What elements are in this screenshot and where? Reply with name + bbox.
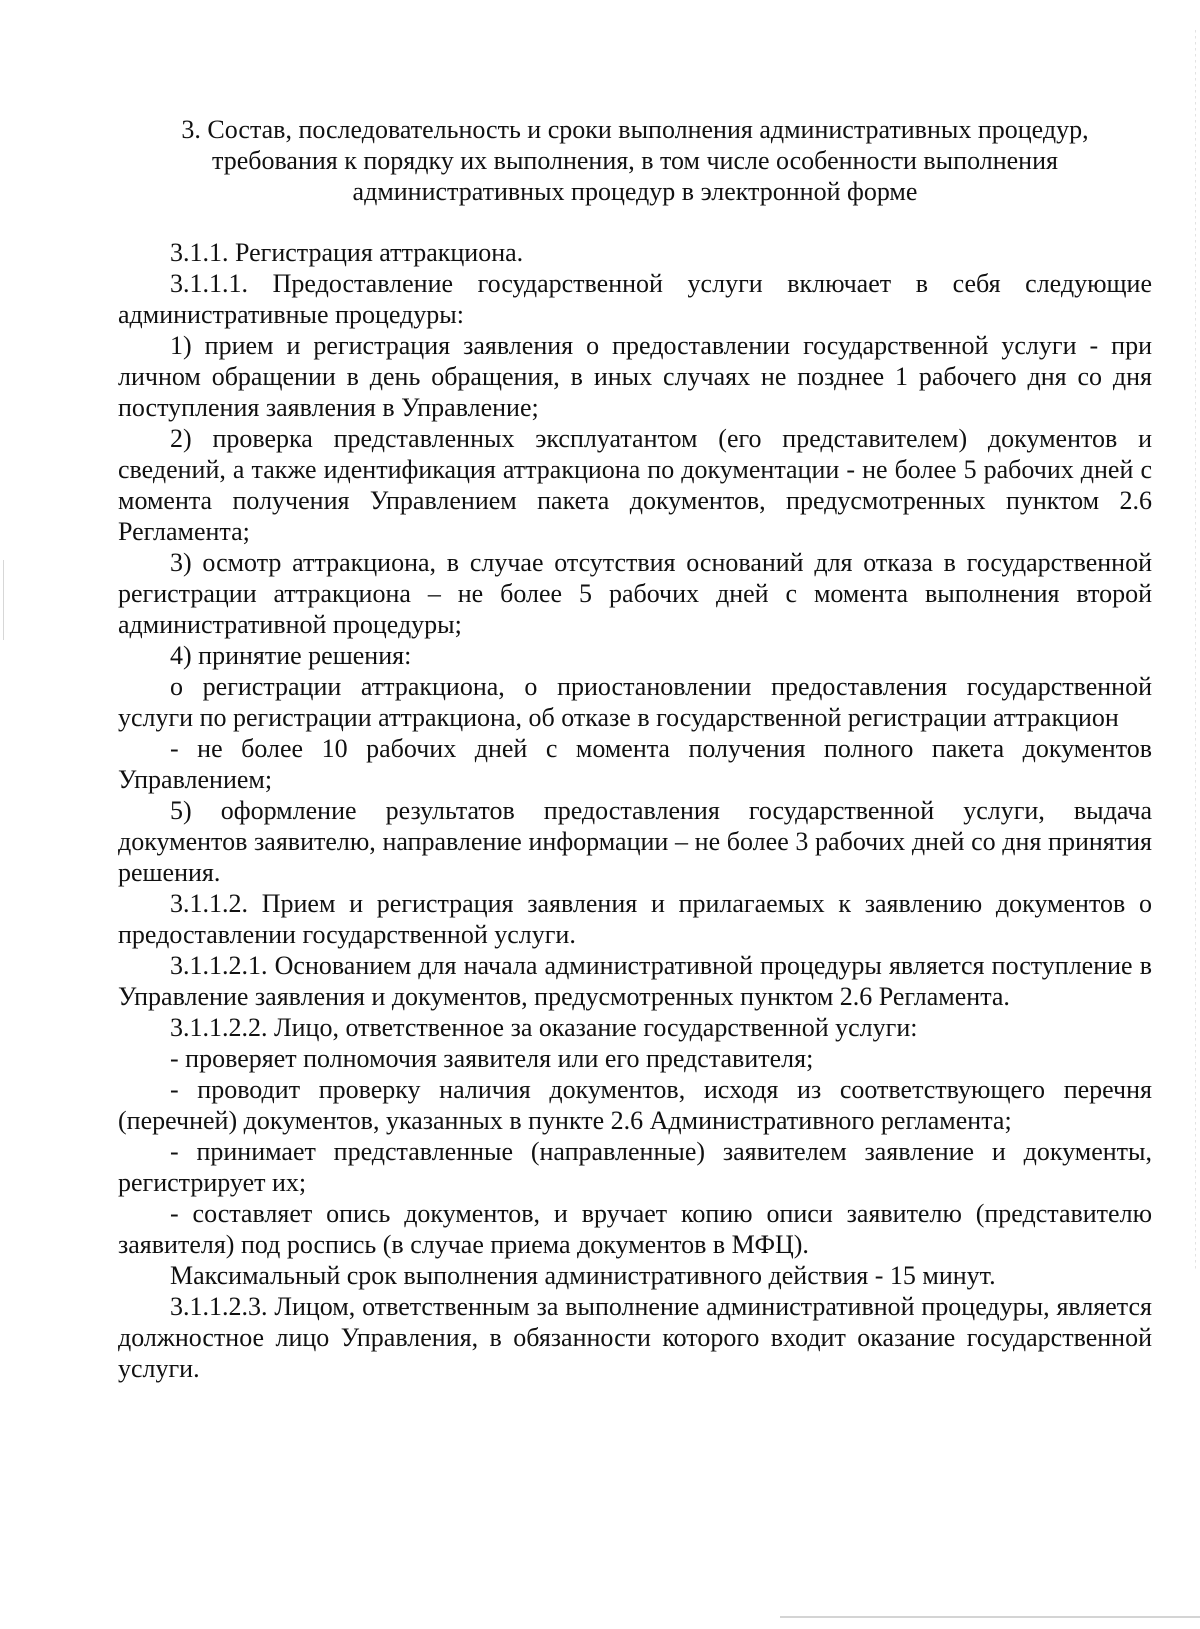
section-heading-line: требования к порядку их выполнения, в том числе особенности выполнения xyxy=(212,146,1058,175)
bullet-item: - проводит проверку наличия документов, исходя из соответствующего перечня (перечней) документов, указанных в пункте 2.6 Административного регламента; xyxy=(118,1075,1152,1135)
paragraph: 3.1.1.1. Предоставление государственной услуги включает в себя следующие административные процедуры: xyxy=(118,269,1152,329)
paragraph: - не более 10 рабочих дней с момента получения полного пакета документов Управлением; xyxy=(118,734,1152,794)
list-item: 3) осмотр аттракциона, в случае отсутствия оснований для отказа в государственной регистрации аттракциона – не более 5 рабочих дней с момента выполнения второй административной процедуры; xyxy=(118,548,1152,639)
paragraph: 3.1.1.2. Прием и регистрация заявления и прилагаемых к заявлению документов о предоставлении государственной услуги. xyxy=(118,889,1152,949)
paragraph: 3.1.1.2.1. Основанием для начала административной процедуры является поступление в Управление заявления и документов, предусмотренных пунктом 2.6 Регламента. xyxy=(118,951,1152,1011)
section-heading xyxy=(118,114,1152,207)
section-heading-line: 3. Состав, последовательность и сроки выполнения административных процедур, xyxy=(181,115,1089,144)
scan-edge-artifact xyxy=(3,560,4,640)
list-item: 4) принятие решения: xyxy=(170,641,412,670)
subsection-title: 3.1.1. Регистрация аттракциона. xyxy=(170,238,524,267)
paragraph: 3.1.1.2.3. Лицом, ответственным за выполнение административной процедуры, является должностное лицо Управления, в обязанности которого входит оказание государственной услуги. xyxy=(118,1292,1152,1383)
section-heading-line: административных процедур в электронной форме xyxy=(352,177,918,206)
bullet-item: - проверяет полномочия заявителя или его представителя; xyxy=(170,1044,814,1073)
list-item: 1) прием и регистрация заявления о предоставлении государственной услуги - при личном обращении в день обращения, в иных случаях не позднее 1 рабочего дня со дня поступления заявления в Управление; xyxy=(118,331,1152,422)
bullet-item: - принимает представленные (направленные) заявителем заявление и документы, регистрирует их; xyxy=(118,1137,1152,1197)
bullet-item: - составляет опись документов, и вручает копию описи заявителю (представителю заявителя) под роспись (в случае приема документов в МФЦ). xyxy=(118,1199,1152,1259)
list-item: 2) проверка представленных эксплуатантом (его представителем) документов и сведений, а также идентификация аттракциона по документации - не более 5 рабочих дней с момента получения Управлением пакета документов, предусмотренных пунктом 2.6 Регламента; xyxy=(118,424,1152,546)
scan-bottom-edge xyxy=(780,1616,1200,1618)
paragraph: 3.1.1.2.2. Лицо, ответственное за оказание государственной услуги: xyxy=(170,1013,918,1042)
paragraph: о регистрации аттракциона, о приостановлении предоставления государственной услуги по регистрации аттракциона, об отказе в государственной регистрации аттракцион xyxy=(118,672,1152,732)
list-item: 5) оформление результатов предоставления государственной услуги, выдача документов заявителю, направление информации – не более 3 рабочих дней со дня принятия решения. xyxy=(118,796,1152,887)
paragraph: Максимальный срок выполнения административного действия - 15 минут. xyxy=(170,1261,996,1290)
document-body xyxy=(118,237,1152,1384)
scan-edge-artifact xyxy=(1195,30,1196,1270)
